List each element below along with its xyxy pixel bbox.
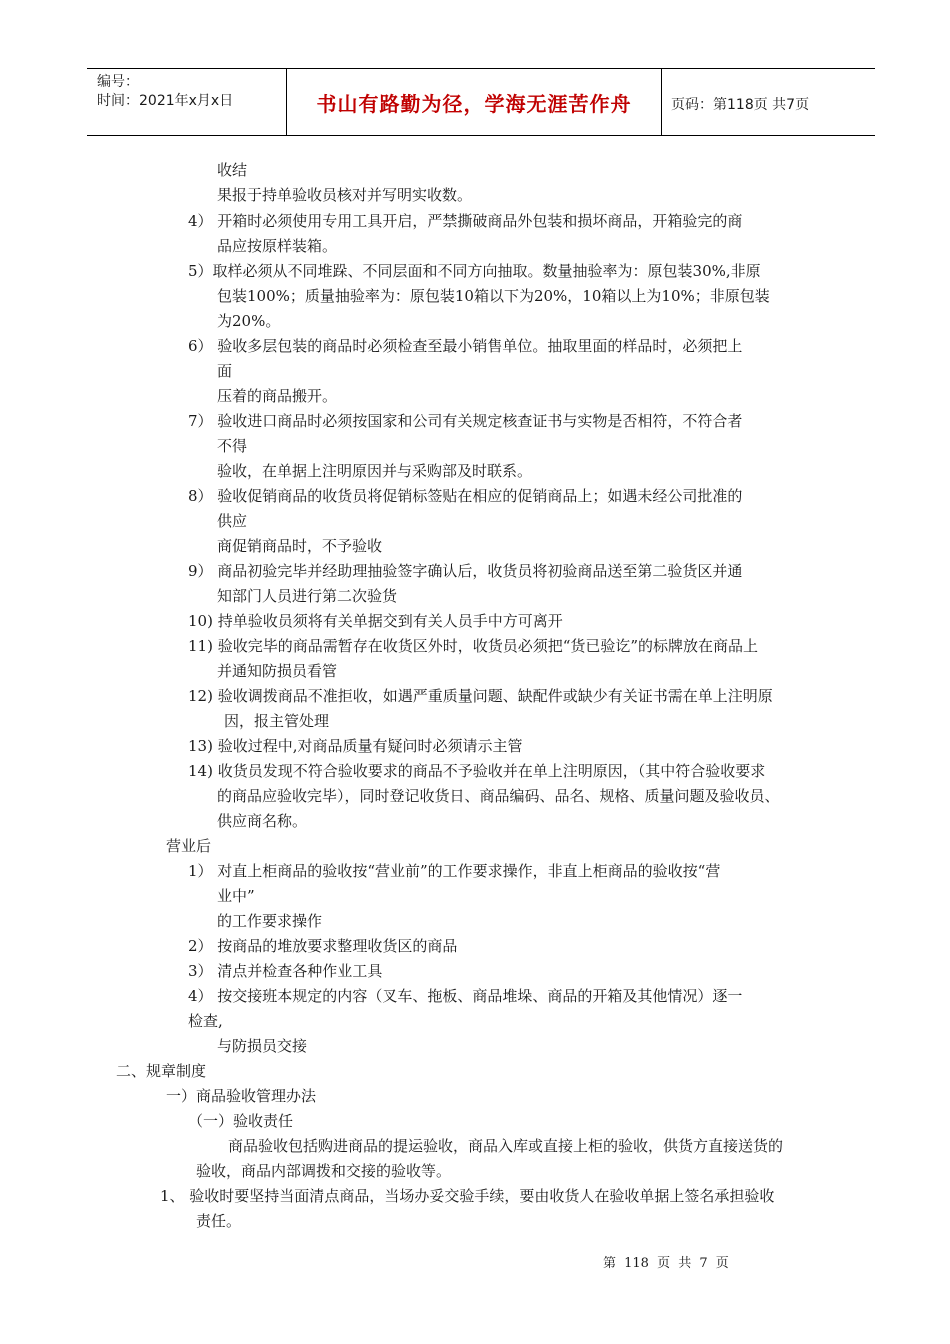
body-line: 8） 验收促销商品的收货员将促销标签贴在相应的促销商品上；如遇未经公司批准的 <box>188 487 743 505</box>
body-line: 商促销商品时，不予验收 <box>217 537 383 555</box>
body-line: 验收，在单据上注明原因并与采购部及时联系。 <box>217 462 533 480</box>
body-line: 的工作要求操作 <box>217 912 323 930</box>
body-line: 4） 按交接班本规定的内容（叉车、拖板、商品堆垛、商品的开箱及其他情况）逐一 <box>188 987 743 1005</box>
body-line: 4） 开箱时必须使用专用工具开启，严禁撕破商品外包装和损坏商品，开箱验完的商 <box>188 212 743 230</box>
body-line: 为20%。 <box>217 312 281 330</box>
body-line: 5）取样必须从不同堆跺、不同层面和不同方向抽取。数量抽验率为：原包装30%,非原 <box>188 262 761 280</box>
body-line: 14) 收货员发现不符合验收要求的商品不予验收并在单上注明原因，（其中符合验收要求 <box>188 762 766 780</box>
section-heading: 二、规章制度 <box>116 1062 207 1080</box>
body-line: 13) 验收过程中,对商品质量有疑问时必须请示主管 <box>188 737 523 755</box>
body-line: 3） 清点并检查各种作业工具 <box>188 962 383 980</box>
subsection-heading: 一）商品验收管理办法 <box>166 1087 317 1105</box>
body-line: 面 <box>217 362 233 380</box>
body-line: 与防损员交接 <box>217 1037 308 1055</box>
header-time: 时间：2021年x月x日 <box>97 93 234 109</box>
body-line: 商品验收包括购进商品的提运验收，商品入库或直接上柜的验收，供货方直接送货的 <box>228 1137 784 1155</box>
body-line: 业中” <box>217 887 255 905</box>
body-line: 压着的商品搬开。 <box>217 387 338 405</box>
header-motto: 书山有路勤为径，学海无涯苦作舟 <box>286 69 662 135</box>
subsection-heading: （一）验收责任 <box>188 1112 294 1130</box>
body-line: 不得 <box>217 437 248 455</box>
body-line: 的商品应验收完毕），同时登记收货日、商品编码、品名、规格、质量问题及验收员、 <box>217 787 780 805</box>
body-line: 7） 验收进口商品时必须按国家和公司有关规定核查证书与实物是否相符，不符合者 <box>188 412 743 430</box>
body-line: 收结 <box>217 161 248 179</box>
body-line: 并通知防损员看管 <box>217 662 338 680</box>
body-line: 11) 验收完毕的商品需暂存在收货区外时，收货员必须把“货已验讫”的标牌放在商品上 <box>188 637 759 655</box>
header-page-info: 页码：第118页 共7页 <box>671 97 810 113</box>
body-line: 包装100%；质量抽验率为：原包装10箱以下为20%，10箱以上为10%；非原包装 <box>217 287 770 305</box>
body-line: 12) 验收调拨商品不准拒收，如遇严重质量问题、缺配件或缺少有关证书需在单上注明原 <box>188 687 773 705</box>
body-line: 1、 验收时要坚持当面清点商品，当场办妥交验手续，要由收货人在验收单据上签名承担验收 <box>160 1187 775 1205</box>
body-line: 果报于持单验收员核对并写明实收数。 <box>217 186 473 204</box>
body-line: 品应按原样装箱。 <box>217 237 338 255</box>
body-line: 供应商名称。 <box>217 812 308 830</box>
header-meta <box>97 73 233 111</box>
body-line: 检查, <box>188 1012 223 1030</box>
body-line: 因，报主管处理 <box>224 712 330 730</box>
body-line: 供应 <box>217 512 248 530</box>
body-line: 6） 验收多层包装的商品时必须检查至最小销售单位。抽取里面的样品时，必须把上 <box>188 337 743 355</box>
body-line: 1） 对直上柜商品的验收按“营业前”的工作要求操作，非直上柜商品的验收按“营 <box>188 862 721 880</box>
body-line: 知部门人员进行第二次验货 <box>217 587 398 605</box>
page-footer: 第 118 页 共 7 页 <box>603 1256 729 1271</box>
body-line: 2） 按商品的堆放要求整理收货区的商品 <box>188 937 458 955</box>
page-header <box>87 68 875 136</box>
body-line: 责任。 <box>196 1212 242 1230</box>
header-number: 编号： <box>97 74 139 90</box>
body-line: 10) 持单验收员须将有关单据交到有关人员手中方可离开 <box>188 612 563 630</box>
section-heading: 营业后 <box>166 837 212 855</box>
body-line: 验收，商品内部调拨和交接的验收等。 <box>196 1162 452 1180</box>
body-line: 9） 商品初验完毕并经助理抽验签字确认后，收货员将初验商品送至第二验货区并通 <box>188 562 743 580</box>
